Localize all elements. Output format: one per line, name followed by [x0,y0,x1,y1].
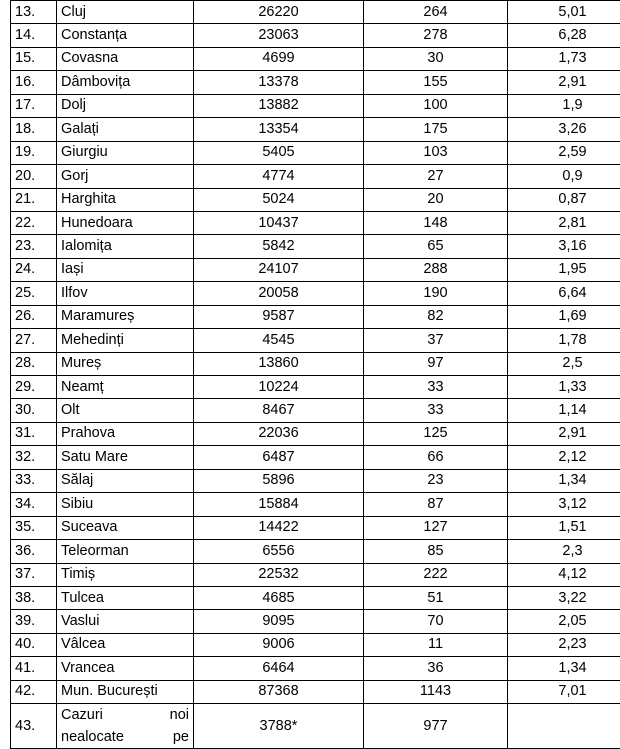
county-name-cell: Vaslui [57,610,194,633]
value-2-cell: 65 [364,235,508,258]
value-1-cell: 8467 [194,399,364,422]
table-row [11,352,620,375]
value-2-cell: 1143 [364,680,508,703]
value-2-cell: 148 [364,211,508,234]
value-2-cell: 33 [364,399,508,422]
value-2-cell: 30 [364,47,508,70]
table-row [11,94,620,117]
value-2-cell: 288 [364,258,508,281]
table-row [11,657,620,680]
value-2-cell: 103 [364,141,508,164]
value-1-cell: 5842 [194,235,364,258]
value-2-cell: 82 [364,305,508,328]
county-name-cell: Tulcea [57,586,194,609]
table-row [11,258,620,281]
value-2-cell: 51 [364,586,508,609]
row-index-cell: 35. [11,516,57,539]
value-3-cell [508,704,620,749]
table-row [11,165,620,188]
value-2-cell: 190 [364,282,508,305]
county-name-cell: Prahova [57,422,194,445]
value-1-cell: 26220 [194,1,364,24]
table-row [11,610,620,633]
table-row [11,516,620,539]
value-3-cell: 3,16 [508,235,620,258]
row-index-cell: 31. [11,422,57,445]
value-1-cell: 13882 [194,94,364,117]
value-2-cell: 100 [364,94,508,117]
value-1-cell: 6556 [194,540,364,563]
value-3-cell: 2,91 [508,71,620,94]
value-2-cell: 155 [364,71,508,94]
value-3-cell: 2,23 [508,633,620,656]
county-name-cell: Sibiu [57,493,194,516]
value-3-cell: 2,05 [508,610,620,633]
value-2-cell: 27 [364,165,508,188]
value-3-cell: 1,95 [508,258,620,281]
table-row [11,235,620,258]
row-index-cell: 33. [11,469,57,492]
county-name-cell: Dolj [57,94,194,117]
value-3-cell: 2,12 [508,446,620,469]
row-index-cell: 27. [11,329,57,352]
value-3-cell: 6,64 [508,282,620,305]
value-1-cell: 5896 [194,469,364,492]
unallocated-label-line-2: nealocate pe [61,726,189,748]
value-3-cell: 4,12 [508,563,620,586]
value-1-cell: 15884 [194,493,364,516]
row-index-cell: 16. [11,71,57,94]
table-row [11,633,620,656]
table-row [11,188,620,211]
value-2-cell: 70 [364,610,508,633]
county-name-cell: Iași [57,258,194,281]
value-1-cell: 9095 [194,610,364,633]
county-name-cell: Harghita [57,188,194,211]
table-row [11,211,620,234]
table-row [11,118,620,141]
value-1-cell: 5024 [194,188,364,211]
value-2-cell: 85 [364,540,508,563]
row-index-cell: 18. [11,118,57,141]
table-row [11,680,620,703]
value-3-cell: 1,9 [508,94,620,117]
county-name-cell: Timiș [57,563,194,586]
value-3-cell: 1,78 [508,329,620,352]
value-3-cell: 3,12 [508,493,620,516]
value-2-cell: 33 [364,376,508,399]
table-row [11,422,620,445]
county-name-cell: Ialomița [57,235,194,258]
value-3-cell: 1,34 [508,469,620,492]
value-1-cell: 13354 [194,118,364,141]
value-2-cell: 264 [364,1,508,24]
value-3-cell: 1,69 [508,305,620,328]
value-2-cell: 11 [364,633,508,656]
table-row [11,1,620,24]
county-name-cell: Galați [57,118,194,141]
row-index-cell: 39. [11,610,57,633]
table-row [11,24,620,47]
row-index-cell: 20. [11,165,57,188]
value-3-cell: 3,26 [508,118,620,141]
value-3-cell: 2,5 [508,352,620,375]
table-row [11,282,620,305]
value-3-cell: 2,3 [508,540,620,563]
value-2-cell: 222 [364,563,508,586]
row-index-cell: 32. [11,446,57,469]
value-1-cell: 20058 [194,282,364,305]
county-name-cell: Mun. București [57,680,194,703]
row-index-cell: 17. [11,94,57,117]
table-row [11,47,620,70]
row-index-cell: 15. [11,47,57,70]
value-3-cell: 2,91 [508,422,620,445]
county-name-cell: Constanța [57,24,194,47]
value-3-cell: 0,9 [508,165,620,188]
row-index-cell: 34. [11,493,57,516]
value-3-cell: 2,59 [508,141,620,164]
table-body [11,1,620,749]
value-3-cell: 0,87 [508,188,620,211]
value-3-cell: 2,81 [508,211,620,234]
unallocated-label-line-1: Cazuri noi [61,704,189,726]
value-1-cell: 87368 [194,680,364,703]
county-name-cell: Maramureș [57,305,194,328]
row-index-cell: 22. [11,211,57,234]
county-name-cell: Mehedinți [57,329,194,352]
value-3-cell: 1,73 [508,47,620,70]
table-row [11,586,620,609]
table-row [11,305,620,328]
value-3-cell: 1,33 [508,376,620,399]
value-1-cell: 6464 [194,657,364,680]
value-2-cell: 87 [364,493,508,516]
table-row-unallocated [11,704,620,749]
county-name-cell: Satu Mare [57,446,194,469]
value-1-cell: 10437 [194,211,364,234]
row-index-cell: 14. [11,24,57,47]
table-row [11,446,620,469]
row-index-cell: 36. [11,540,57,563]
county-name-cell: Covasna [57,47,194,70]
value-1-cell: 4774 [194,165,364,188]
county-name-cell: Vâlcea [57,633,194,656]
value-2-cell: 66 [364,446,508,469]
value-1-cell: 4685 [194,586,364,609]
row-index-cell: 42. [11,680,57,703]
value-2-cell: 97 [364,352,508,375]
county-name-cell: Suceava [57,516,194,539]
county-name-cell: Teleorman [57,540,194,563]
value-1-cell: 6487 [194,446,364,469]
county-name-cell: Neamț [57,376,194,399]
value-2-cell: 278 [364,24,508,47]
value-1-cell: 4699 [194,47,364,70]
value-2-cell: 36 [364,657,508,680]
row-index-cell: 25. [11,282,57,305]
table-row [11,540,620,563]
value-1-cell: 9587 [194,305,364,328]
county-name-cell [57,704,194,749]
row-index-cell: 19. [11,141,57,164]
row-index-cell: 26. [11,305,57,328]
table-row [11,493,620,516]
value-3-cell: 1,34 [508,657,620,680]
value-1-cell: 9006 [194,633,364,656]
row-index-cell: 40. [11,633,57,656]
value-1-cell: 22036 [194,422,364,445]
row-index-cell: 29. [11,376,57,399]
value-1-cell: 24107 [194,258,364,281]
county-name-cell: Dâmbovița [57,71,194,94]
table-row [11,399,620,422]
value-2-cell: 20 [364,188,508,211]
table-row [11,329,620,352]
value-3-cell: 3,22 [508,586,620,609]
value-3-cell: 7,01 [508,680,620,703]
row-index-cell: 21. [11,188,57,211]
county-name-cell: Mureș [57,352,194,375]
value-1-cell: 22532 [194,563,364,586]
table-row [11,141,620,164]
value-1-cell: 13378 [194,71,364,94]
county-name-cell: Cluj [57,1,194,24]
row-index-cell: 37. [11,563,57,586]
value-1-cell: 13860 [194,352,364,375]
table-row [11,563,620,586]
value-2-cell: 175 [364,118,508,141]
row-index-cell: 24. [11,258,57,281]
value-2-cell: 37 [364,329,508,352]
value-3-cell: 1,14 [508,399,620,422]
county-name-cell: Vrancea [57,657,194,680]
value-2-cell: 125 [364,422,508,445]
table-row [11,469,620,492]
county-name-cell: Hunedoara [57,211,194,234]
value-3-cell: 6,28 [508,24,620,47]
row-index-cell: 41. [11,657,57,680]
county-name-cell: Gorj [57,165,194,188]
row-index-cell: 23. [11,235,57,258]
value-1-cell: 23063 [194,24,364,47]
table-row [11,71,620,94]
row-index-cell: 28. [11,352,57,375]
value-2-cell: 977 [364,704,508,749]
county-statistics-table [10,0,620,749]
value-2-cell: 127 [364,516,508,539]
county-name-cell: Giurgiu [57,141,194,164]
county-name-cell: Ilfov [57,282,194,305]
value-2-cell: 23 [364,469,508,492]
row-index-cell: 43. [11,704,57,749]
value-1-cell: 10224 [194,376,364,399]
county-name-cell: Sălaj [57,469,194,492]
table-row [11,376,620,399]
value-3-cell: 1,51 [508,516,620,539]
row-index-cell: 13. [11,1,57,24]
value-3-cell: 5,01 [508,1,620,24]
row-index-cell: 38. [11,586,57,609]
county-name-cell: Olt [57,399,194,422]
value-1-cell: 14422 [194,516,364,539]
value-1-cell: 4545 [194,329,364,352]
row-index-cell: 30. [11,399,57,422]
value-1-cell: 3788* [194,704,364,749]
value-1-cell: 5405 [194,141,364,164]
